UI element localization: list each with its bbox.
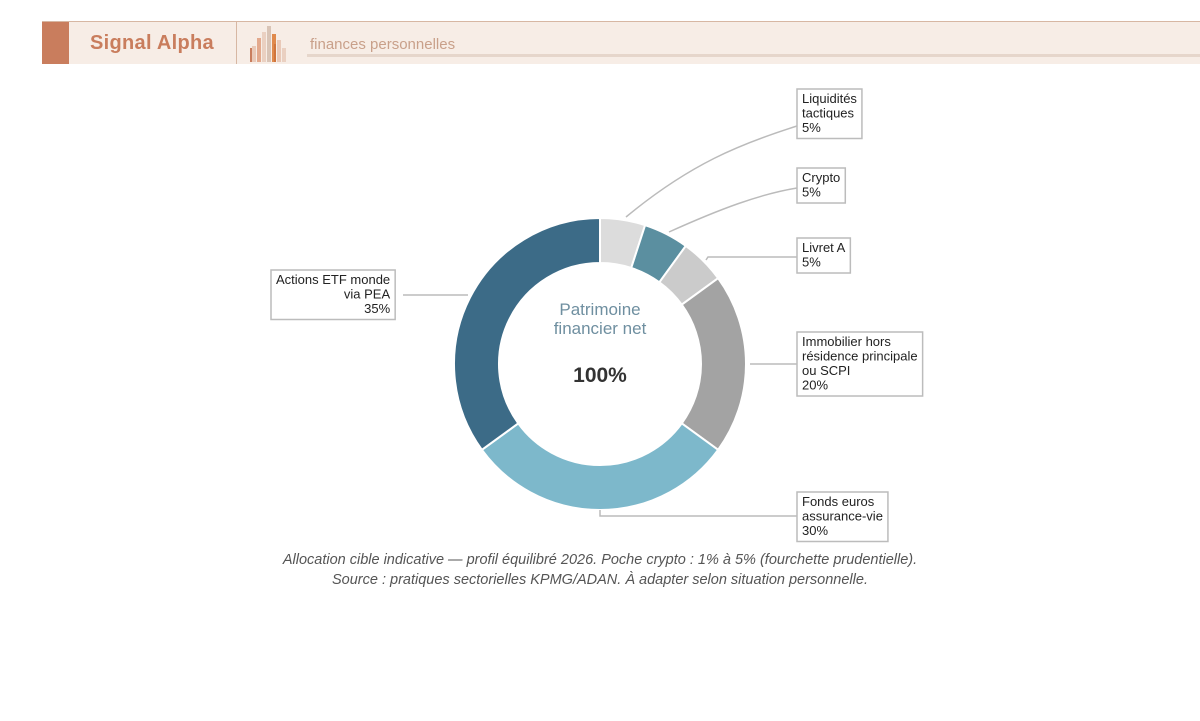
slice-label-line: 5% — [802, 120, 821, 135]
slice-label-3 — [797, 332, 923, 396]
chart-caption — [0, 550, 1200, 590]
slice-label-5 — [271, 270, 395, 320]
slice-label-line: tactiques — [802, 105, 855, 121]
slice-label-line: Fonds euros — [802, 494, 875, 509]
header-divider — [236, 22, 237, 64]
slice-label-line: assurance-vie — [802, 508, 883, 524]
slice-label-line: Liquidités — [802, 91, 857, 106]
bar-chart-logo-icon — [248, 26, 294, 62]
slice-label-line: Crypto — [802, 170, 841, 185]
slice-label-line: 5% — [802, 254, 821, 270]
allocation-donut-chart — [0, 64, 1200, 550]
center-label-line1: Patrimoine — [559, 300, 641, 319]
slice-label-1 — [797, 168, 845, 203]
leader-line-0 — [626, 126, 797, 217]
slice-label-line: via PEA — [343, 286, 391, 302]
site-header — [42, 21, 1200, 64]
slice-label-line: 30% — [802, 523, 829, 538]
slice-label-line: 5% — [802, 184, 821, 200]
slice-label-line: Livret A — [802, 240, 846, 255]
center-value: 100% — [573, 364, 627, 387]
leader-line-4 — [600, 510, 797, 516]
center-label-line2: financier net — [553, 319, 647, 338]
slice-label-0 — [797, 89, 862, 139]
header-accent-bar — [42, 22, 69, 64]
slice-label-line: Actions ETF monde — [276, 272, 391, 287]
slice-label-line: 20% — [802, 377, 829, 393]
leader-line-2 — [706, 257, 797, 260]
caption-line-1: Allocation cible indicative — profil équilibré 2026. Poche crypto : 1% à 5% (fourchette prudentielle). — [282, 552, 918, 568]
slice-label-line: 35% — [364, 301, 391, 316]
slice-label-line: résidence principale — [802, 348, 918, 364]
brand-title[interactable]: Signal Alpha — [90, 32, 214, 54]
donut-slice-3 — [682, 278, 746, 450]
caption-line-2: Source : pratiques sectorielles KPMG/ADAN. À adapter selon situation personnelle. — [332, 572, 868, 588]
slice-label-line: Immobilier hors — [802, 334, 891, 349]
tagline-rule — [307, 54, 1200, 57]
site-tagline: finances personnelles — [310, 36, 456, 53]
slice-label-2 — [797, 238, 850, 273]
leader-line-1 — [669, 188, 797, 232]
slice-label-line: ou SCPI — [802, 363, 851, 378]
donut-slice-4 — [482, 423, 718, 510]
slice-label-4 — [797, 492, 888, 542]
